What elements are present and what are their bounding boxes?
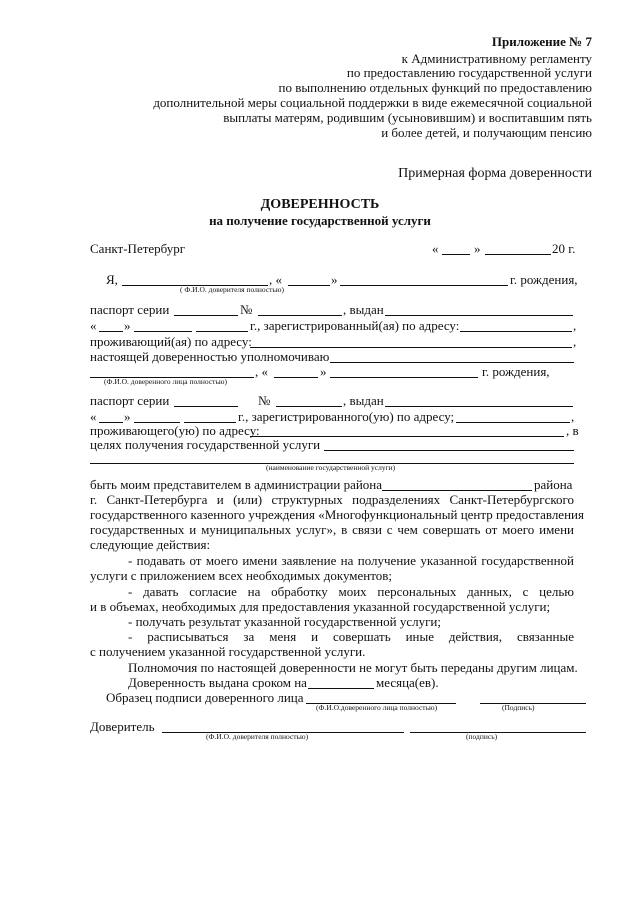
- principal-fio-sign-caption: (Ф.И.О. доверителя полностью): [206, 732, 309, 741]
- principal-registered-address-field[interactable]: [460, 331, 572, 332]
- principal-signature-label: Доверитель: [90, 719, 155, 734]
- header-line-6: и более детей, и получающим пенсию: [381, 125, 592, 140]
- agent-passport-series-field[interactable]: [174, 406, 238, 407]
- body-line-3: государственного казенного учреждения «Многофункциональный центр предоставления: [90, 507, 584, 522]
- district-field[interactable]: [382, 490, 532, 491]
- document-subtitle: на получение государственной услуги: [209, 213, 431, 228]
- header-line-5: выплаты матерям, родившим (усыновившим) и воспитавшим пять: [223, 110, 592, 125]
- principal-issue-quote-close: »: [124, 318, 131, 333]
- agent-issued-by-field[interactable]: [385, 406, 573, 407]
- principal-signature-field[interactable]: [410, 732, 586, 733]
- principal-residing-label: проживающий(ая) по адресу:: [90, 334, 252, 349]
- appendix-number: Приложение № 7: [491, 34, 592, 49]
- service-name-field-part1[interactable]: [324, 450, 574, 451]
- principal-passport-label: паспорт серии: [90, 302, 170, 317]
- date-quote-close: »: [474, 241, 481, 256]
- powers-paragraph: Полномочия по настоящей доверенности не могут быть переданы другим лицам.: [128, 660, 578, 675]
- agent-registered-address-field[interactable]: [456, 422, 570, 423]
- principal-comma-1: ,: [573, 318, 577, 333]
- agent-birth-day-field[interactable]: [274, 377, 318, 378]
- agent-birth-label: г. рождения,: [482, 364, 550, 379]
- principal-issued-label: , выдан: [343, 302, 384, 317]
- bullet-1b: услуги с приложением всех необходимых документов;: [90, 568, 393, 583]
- agent-quote-close: »: [320, 364, 327, 379]
- agent-comma-1: ,: [571, 409, 575, 424]
- principal-issue-day-field[interactable]: [99, 331, 123, 332]
- term-label: Доверенность выдана сроком на: [128, 675, 307, 690]
- principal-residing-address-field[interactable]: [250, 347, 572, 348]
- document-title: ДОВЕРЕННОСТЬ: [260, 197, 380, 212]
- date-month-field[interactable]: [485, 254, 551, 255]
- bullet-4b: с получением указанной государственной услуги.: [90, 644, 366, 659]
- principal-fio-caption: ( Ф.И.О. доверителя полностью): [180, 285, 284, 294]
- bullet-4a: - расписываться за меня и совершать иные действия, связанные: [128, 629, 574, 644]
- header-line-1: к Административному регламенту: [401, 51, 592, 66]
- agent-sample-signature-caption: (Подпись): [502, 703, 535, 712]
- header-line-2: по предоставлению государственной услуги: [346, 65, 592, 80]
- body-line-4: государственных и муниципальных услуг», в связи с чем совершать от моего имени: [90, 522, 574, 537]
- term-months-field[interactable]: [308, 688, 374, 689]
- header-line-3: по выполнению отдельных функций по предоставлению: [278, 80, 592, 95]
- principal-registered-label: г., зарегистрированный(ая) по адресу:: [250, 318, 460, 333]
- agent-comma-v: , в: [566, 423, 579, 438]
- principal-birth-label: г. рождения,: [510, 272, 578, 287]
- term-months-label: месяца(ев).: [376, 675, 439, 690]
- principal-issued-by-field[interactable]: [385, 315, 573, 316]
- principal-passport-number-field[interactable]: [258, 315, 342, 316]
- authorize-label: настоящей доверенностью уполномочиваю: [90, 349, 330, 364]
- principal-birth-year-field[interactable]: [340, 285, 508, 286]
- agent-issue-quote-open: «: [90, 409, 97, 424]
- agent-sample-signature-label: Образец подписи доверенного лица: [106, 690, 304, 705]
- body-line-1b: района: [534, 477, 573, 492]
- principal-issue-month-field[interactable]: [134, 331, 192, 332]
- bullet-3: - получать результат указанной государственной услуги;: [128, 614, 442, 629]
- body-line-5: следующие действия:: [90, 537, 211, 552]
- agent-fio-caption: (Ф.И.О. доверенного лица полностью): [104, 377, 227, 386]
- purpose-label: целях получения государственной услуги: [90, 437, 321, 452]
- principal-comma-quote: , «: [269, 272, 282, 287]
- header-line-4: дополнительной меры социальной поддержки в виде ежемесячной социальной: [153, 95, 592, 110]
- agent-issued-label: , выдан: [343, 393, 384, 408]
- bullet-2a: - давать согласие на обработку моих персональных данных, с целью: [128, 584, 574, 599]
- bullet-1a: - подавать от моего имени заявление на получение указанной государственной: [128, 553, 574, 568]
- body-line-2: г. Санкт-Петербурга и (или) структурных подразделениях Санкт-Петербургского: [90, 492, 574, 507]
- principal-issue-quote-open: «: [90, 318, 97, 333]
- principal-signature-caption: (подпись): [466, 732, 498, 741]
- agent-residing-label: проживающего(ую) по адресу:: [90, 423, 260, 438]
- date-day-field[interactable]: [442, 254, 470, 255]
- principal-passport-series-field[interactable]: [174, 315, 238, 316]
- date-year: 20 г.: [552, 241, 576, 256]
- service-name-caption: (наименование государственной услуги): [266, 463, 396, 472]
- principal-number-sign: №: [240, 302, 253, 317]
- bullet-2b: и в объемах, необходимых для предоставления указанной государственной услуги;: [90, 599, 551, 614]
- agent-passport-label: паспорт серии: [90, 393, 170, 408]
- agent-sample-fio-caption: (Ф.И.О.доверенного лица полностью): [316, 703, 438, 712]
- agent-birth-year-field[interactable]: [330, 377, 478, 378]
- agent-registered-label: г., зарегистрированного(ую) по адресу;: [238, 409, 455, 424]
- agent-comma-quote: , «: [255, 364, 268, 379]
- date-quote-open: «: [432, 241, 439, 256]
- agent-fio-field-part1[interactable]: [330, 362, 574, 363]
- body-line-1a: быть моим представителем в администрации района: [90, 477, 383, 492]
- principal-quote-close: »: [331, 272, 338, 287]
- agent-passport-number-field[interactable]: [276, 406, 342, 407]
- agent-issue-quote-close: »: [124, 409, 131, 424]
- agent-number-sign: №: [258, 393, 271, 408]
- principal-ya: Я,: [106, 272, 118, 287]
- city: Санкт-Петербург: [90, 241, 186, 256]
- principal-issue-year-field[interactable]: [196, 331, 248, 332]
- sample-form-label: Примерная форма доверенности: [398, 166, 592, 181]
- principal-birth-day-field[interactable]: [288, 285, 330, 286]
- principal-comma-2: ,: [573, 334, 577, 349]
